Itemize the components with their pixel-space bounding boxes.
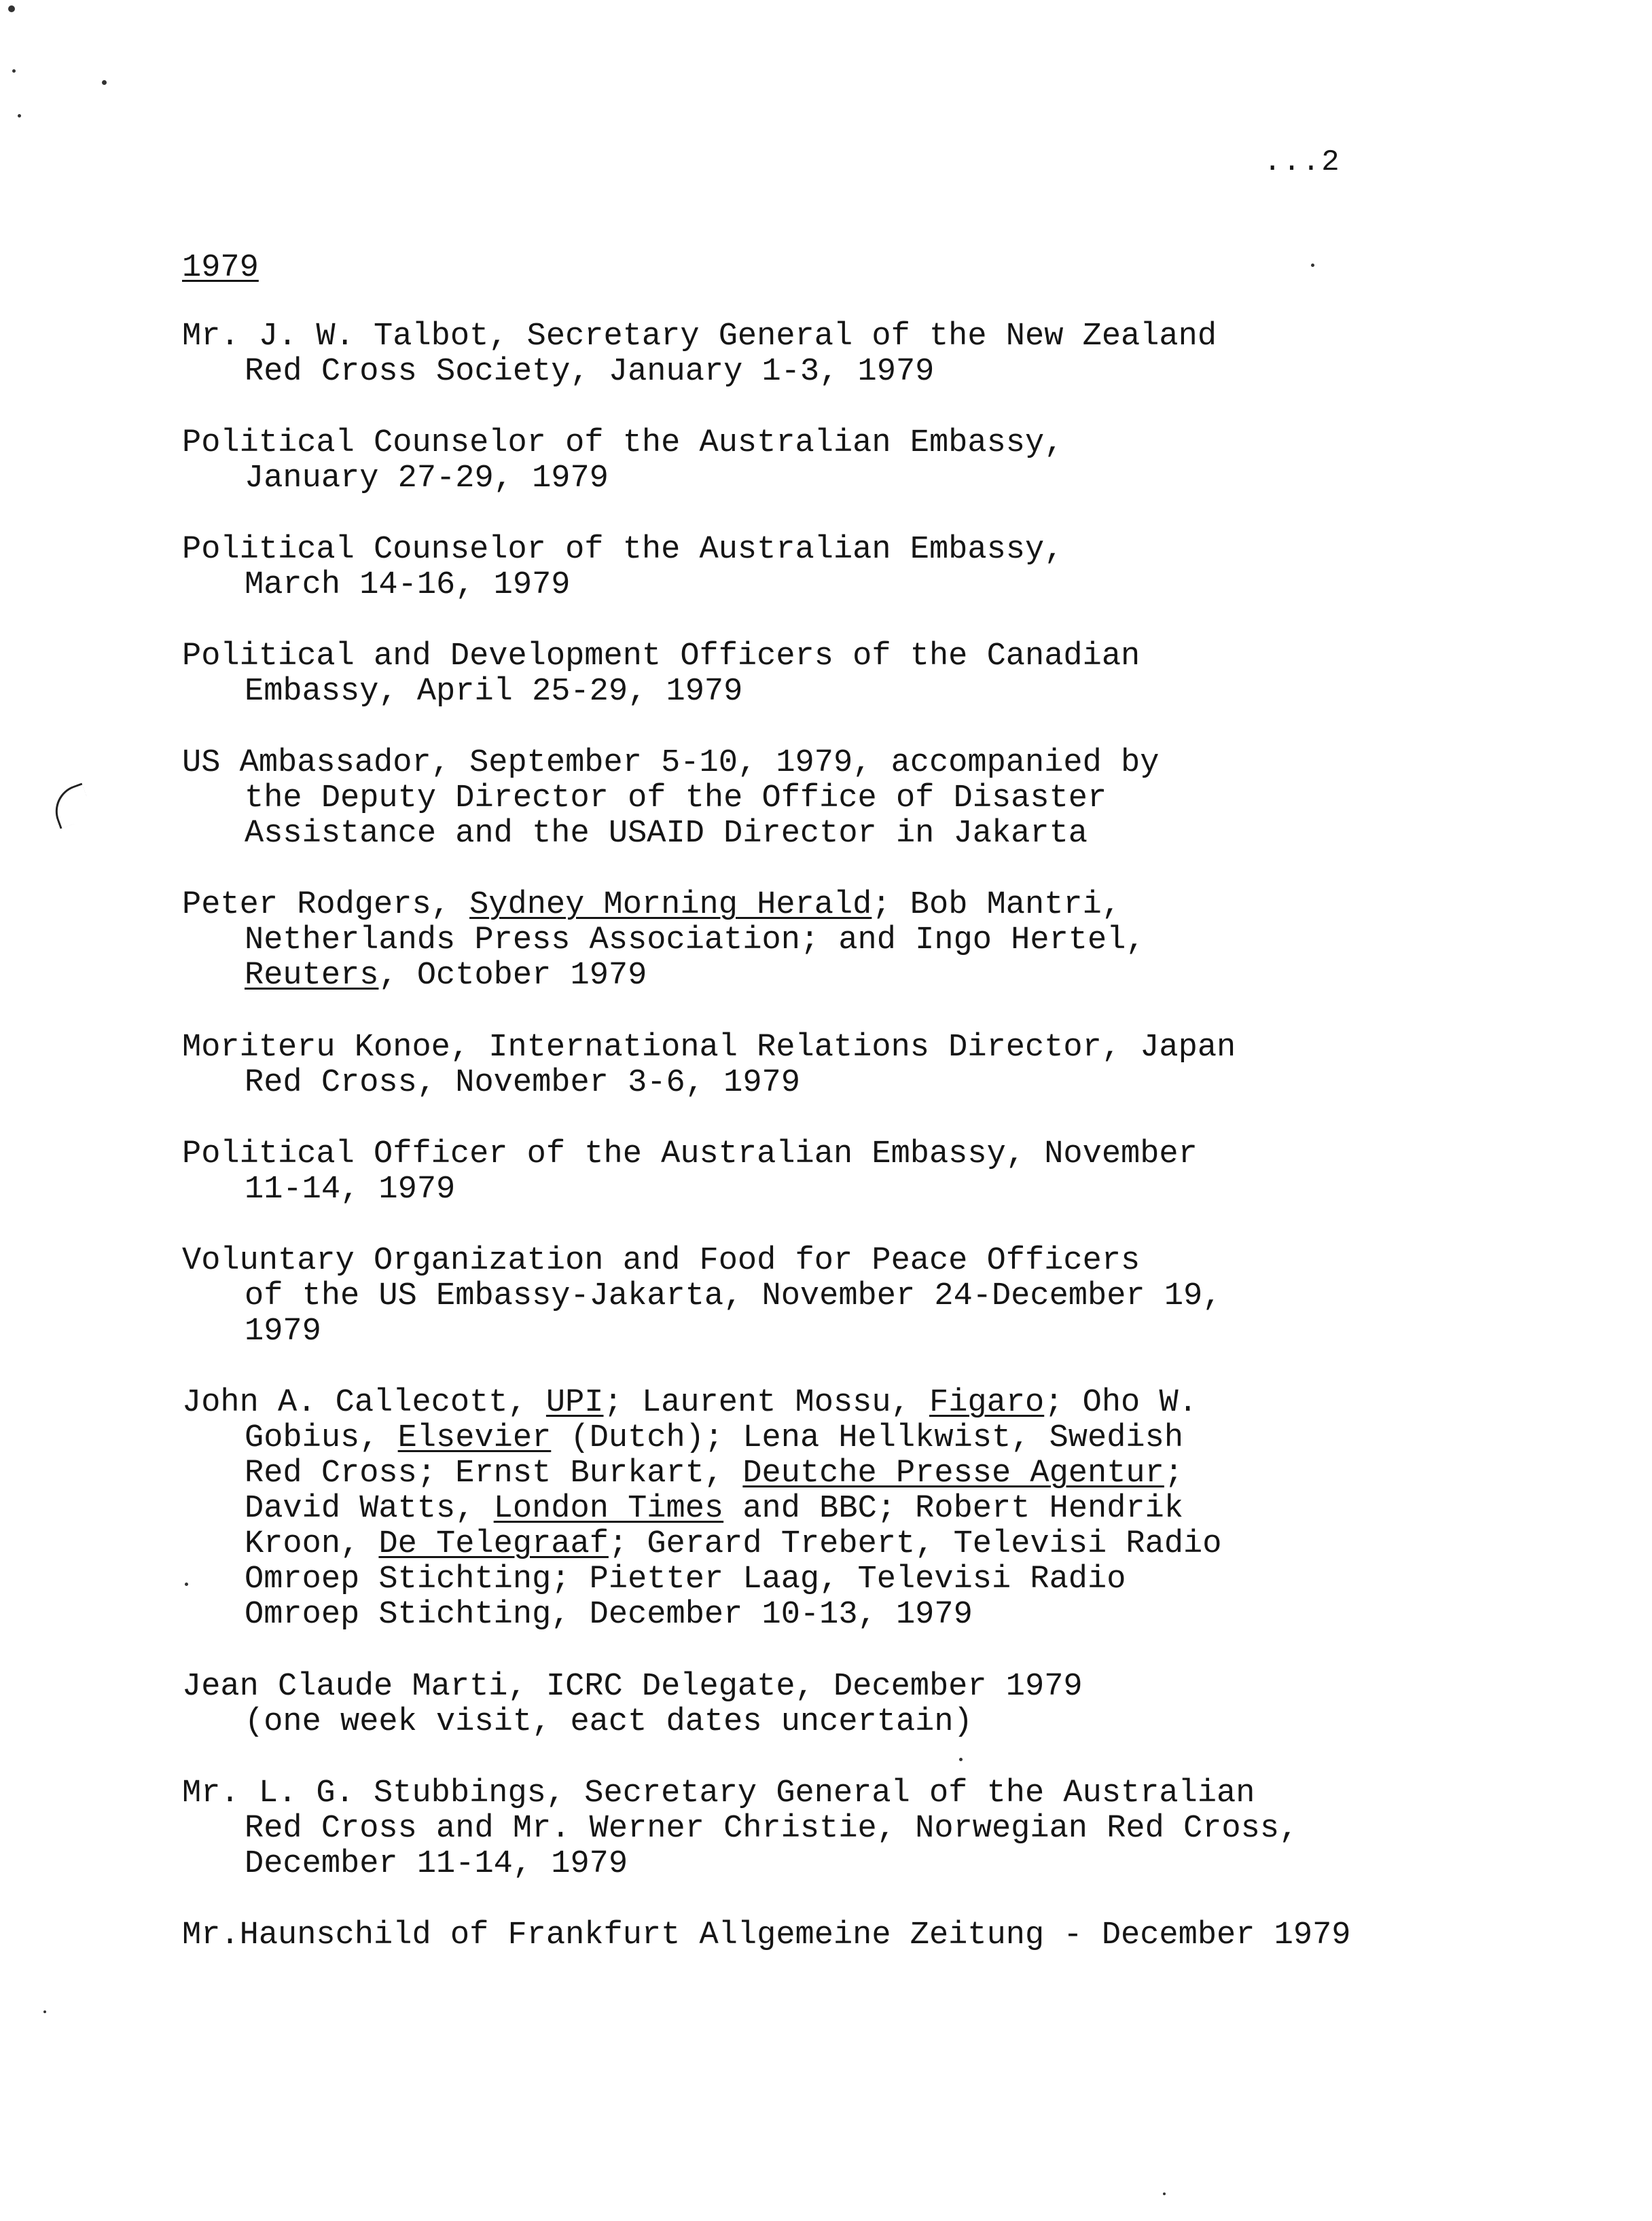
entry-text: Red Cross Society, January 1-3, 1979 [245, 354, 935, 390]
entry-line [182, 319, 1575, 355]
entry-line [182, 1172, 1575, 1208]
entry-text: Mr. L. G. Stubbings, Secretary General of the Australian [182, 1775, 1255, 1811]
entry-text: Assistance and the USAID Director in Jakarta [245, 816, 1088, 852]
entry-line [182, 1137, 1575, 1172]
entry-line [182, 1279, 1575, 1314]
scan-speck [1163, 2192, 1166, 2195]
entry-text: Red Cross and Mr. Werner Christie, Norwegian Red Cross, [245, 1811, 1299, 1847]
entry-line [182, 1030, 1575, 1066]
visitor-entry [182, 1918, 1575, 1953]
scan-speck [43, 2010, 46, 2013]
scan-speck [185, 1583, 188, 1586]
entry-text: the Deputy Director of the Office of Disaster [245, 780, 1107, 816]
underlined-publication: De Telegraaf [378, 1526, 609, 1562]
entry-text: ; Bob Mantri, [872, 887, 1121, 923]
entry-text: ; Oho W. [1044, 1385, 1198, 1421]
visitor-entry [182, 532, 1575, 603]
entry-text: Gobius, [245, 1420, 398, 1456]
entry-line [182, 1847, 1575, 1882]
entry-line [182, 674, 1575, 710]
scan-speck [1311, 264, 1314, 267]
visitor-entry [182, 1244, 1575, 1350]
entry-text: John A. Callecott, [182, 1385, 546, 1421]
entry-text: Political Counselor of the Australian Embassy, [182, 532, 1064, 568]
underlined-publication: Elsevier [397, 1420, 552, 1456]
entry-text: US Ambassador, September 5-10, 1979, accompanied by [182, 745, 1160, 781]
visitor-entry [182, 746, 1575, 852]
entry-text: Embassy, April 25-29, 1979 [245, 674, 743, 710]
entry-text: March 14-16, 1979 [245, 567, 571, 603]
visitor-entry [182, 1137, 1575, 1208]
visitor-entry [182, 1386, 1575, 1633]
entry-line [182, 1811, 1575, 1847]
scan-speck [8, 5, 15, 12]
underlined-publication: Figaro [929, 1385, 1045, 1421]
entry-line [182, 1066, 1575, 1101]
entry-line [182, 1244, 1575, 1279]
entry-line [182, 1421, 1575, 1456]
entry-line [182, 461, 1575, 496]
entry-line [182, 923, 1575, 958]
entry-text: ; Laurent Mossu, [603, 1385, 929, 1421]
entry-line [182, 816, 1575, 852]
underlined-publication: Reuters [245, 958, 379, 994]
entry-text: (Dutch); Lena Hellkwist, Swedish [551, 1420, 1184, 1456]
entry-line [182, 888, 1575, 923]
entry-line [182, 1456, 1575, 1492]
entry-line [182, 1492, 1575, 1527]
entry-line [182, 1527, 1575, 1562]
entry-line [182, 1669, 1575, 1705]
entry-text: Red Cross; Ernst Burkart, [245, 1456, 743, 1492]
entry-text: David Watts, [245, 1491, 494, 1527]
margin-mark [48, 783, 94, 829]
entry-text: Netherlands Press Association; and Ingo Hertel, [245, 922, 1145, 958]
entry-text: and BBC; Robert Hendrik [723, 1491, 1184, 1527]
entry-line [182, 958, 1575, 994]
year-heading: 1979 [182, 250, 259, 286]
entry-text: Omroep Stichting; Pietter Laag, Televisi Radio [245, 1561, 1126, 1597]
entry-line [182, 1705, 1575, 1740]
entry-text: Political Officer of the Australian Embassy, November [182, 1136, 1198, 1172]
entry-text: of the US Embassy-Jakarta, November 24-December 19, [245, 1278, 1222, 1314]
visitor-entry [182, 319, 1575, 390]
entry-line [182, 1597, 1575, 1633]
entry-text: December 11-14, 1979 [245, 1846, 628, 1882]
entry-text: ; [1164, 1456, 1184, 1492]
scan-speck [102, 80, 107, 85]
entry-text: Jean Claude Marti, ICRC Delegate, December 1979 [182, 1669, 1083, 1705]
entry-text: 11-14, 1979 [245, 1172, 456, 1208]
entry-text: Kroon, [245, 1526, 379, 1562]
visitor-entry [182, 1030, 1575, 1101]
entry-line [182, 1562, 1575, 1597]
entry-text: (one week visit, eact dates uncertain) [245, 1704, 973, 1740]
scan-speck [959, 1758, 963, 1761]
underlined-publication: London Times [493, 1491, 724, 1527]
underlined-publication: Sydney Morning Herald [469, 887, 872, 923]
visitor-entry [182, 1669, 1575, 1740]
scan-speck [12, 69, 16, 73]
entry-line [182, 532, 1575, 568]
entry-text: Mr.Haunschild of Frankfurt Allgemeine Zeitung - December 1979 [182, 1917, 1351, 1953]
entry-text: Political and Development Officers of the Canadian [182, 638, 1141, 674]
scan-speck [18, 114, 21, 118]
visitor-entry [182, 426, 1575, 496]
entry-text: Mr. J. W. Talbot, Secretary General of the New Zealand [182, 319, 1217, 355]
entry-line [182, 1386, 1575, 1421]
entry-line [182, 639, 1575, 674]
entry-text: Peter Rodgers, [182, 887, 470, 923]
page-number: ...2 [1263, 145, 1341, 179]
entry-text: Voluntary Organization and Food for Peace Officers [182, 1243, 1141, 1279]
entry-line [182, 426, 1575, 461]
entry-line [182, 568, 1575, 603]
entry-line [182, 1918, 1575, 1953]
visitor-entry [182, 888, 1575, 994]
entry-line [182, 781, 1575, 816]
visitor-entry [182, 639, 1575, 710]
entry-line [182, 1314, 1575, 1350]
entry-line [182, 355, 1575, 390]
entry-text: Political Counselor of the Australian Embassy, [182, 425, 1064, 461]
entry-text: Red Cross, November 3-6, 1979 [245, 1065, 800, 1101]
visitor-entry [182, 1776, 1575, 1882]
underlined-publication: UPI [545, 1385, 604, 1421]
entry-text: , October 1979 [378, 958, 647, 994]
entry-line [182, 746, 1575, 781]
entry-line [182, 1776, 1575, 1811]
entry-text: 1979 [245, 1314, 321, 1350]
entry-text: Omroep Stichting, December 10-13, 1979 [245, 1597, 973, 1633]
entry-text: Moriteru Konoe, International Relations Director, Japan [182, 1030, 1236, 1066]
underlined-publication: Deutche Presse Agentur [742, 1456, 1164, 1492]
entry-text: ; Gerard Trebert, Televisi Radio [608, 1526, 1222, 1562]
entry-text: January 27-29, 1979 [245, 461, 609, 496]
